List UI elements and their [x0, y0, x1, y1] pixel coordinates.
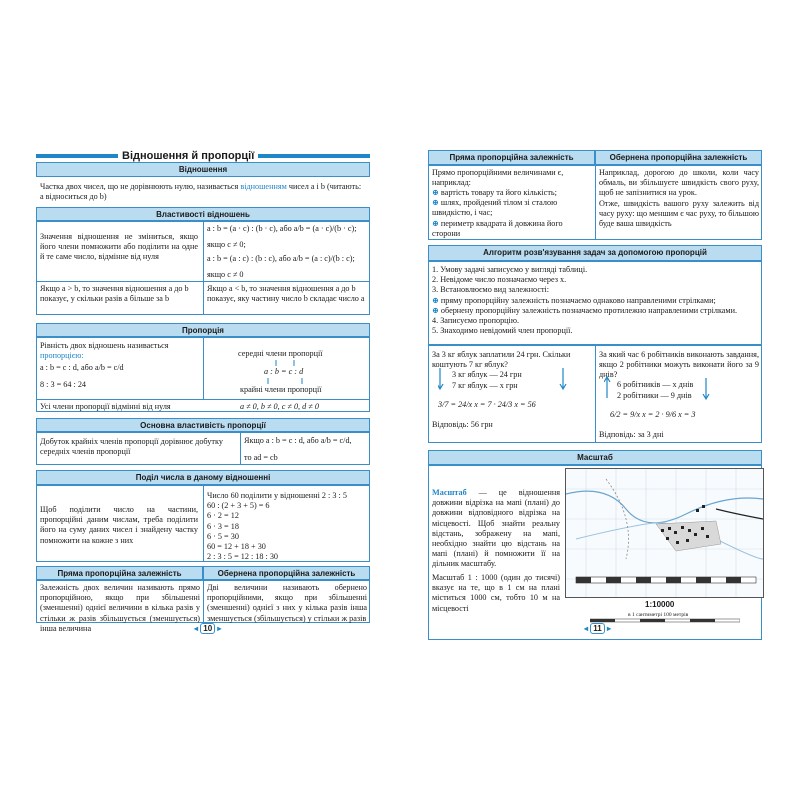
division-line: 6 · 3 = 18	[207, 521, 239, 531]
division-line: 60 = 12 + 18 + 30	[207, 542, 266, 552]
division-lines	[207, 491, 367, 562]
main-prop-header: Основна властивість пропорції	[36, 418, 370, 432]
page-number-box: 10	[200, 623, 215, 634]
task1-equation: 3/7 = 24/x x = 7 · 24/3 x = 56	[438, 400, 536, 409]
direct-intro: Прямо пропорційними величинами є, наприклад:	[432, 168, 564, 188]
task2-text: За який час 6 робітників виконають завдання, якщо 2 робітники можуть виконати його за 9 днів?	[599, 350, 759, 380]
prop2-left: Якщо a > b, то значення відношення a до b показує, у скільки разів a більше за b	[40, 284, 189, 304]
page-number-box: 11	[590, 623, 604, 634]
props-header: Властивості відношень	[36, 207, 370, 221]
ratio-definition: Частка двох чисел, що не дорівнюють нулю, називається відношенням чисел a і b (читають: a відноситься до b)	[40, 182, 362, 202]
map-scale-sub: в 1 сантиметрі 100 метрів	[628, 612, 689, 618]
division-line: 60 : (2 + 3 + 5) = 6	[207, 501, 270, 511]
direct-header-left: Пряма пропорційна залежність	[36, 566, 203, 580]
proportion-header: Пропорція	[36, 323, 370, 337]
algorithm-steps	[432, 265, 758, 336]
direct-items	[432, 188, 590, 239]
division-line: 2 : 3 : 5 = 12 : 18 : 30	[207, 552, 279, 562]
page-title: Відношення й пропорції	[118, 150, 258, 162]
prop1-text: Значення відношення не зміниться, якщо його члени помножити або поділити на одне й те саме число, відмінне від нуля	[40, 232, 198, 262]
map-scale-label: 1:10000	[645, 600, 675, 609]
inverse-header-right: Обернена пропорційна залежність	[595, 150, 762, 165]
task2-equation: 6/2 = 9/x x = 2 · 9/6 x = 3	[610, 410, 696, 419]
algo-bullet: ⊕ обернену пропорційну залежність позначаємо протилежно направленими стрілками.	[432, 305, 738, 315]
division-line: 6 · 5 = 30	[207, 531, 239, 541]
algo-bullet: ⊕ пряму пропорційну залежність позначаємо однаково направленими стрілками;	[432, 295, 716, 305]
algo-step: 1. Умову задачі записуємо у вигляді таблиці.	[432, 265, 588, 274]
prev-arrow-icon[interactable]: ◂	[584, 624, 589, 633]
direct-header-right: Пряма пропорційна залежність	[428, 150, 595, 165]
map-drawing	[566, 469, 763, 597]
division-line: Число 60 поділити у відношенні 2 : 3 : 5	[207, 491, 347, 500]
next-arrow-icon[interactable]: ▸	[217, 624, 222, 633]
direct-item: ⊕ шлях, пройдений тілом зі сталою швидкістю, і час;	[432, 198, 558, 218]
next-arrow-icon[interactable]: ▸	[606, 624, 611, 633]
nonzero-text: Усі члени пропорції відмінні від нуля	[40, 402, 171, 411]
division-line: 6 · 2 = 12	[207, 511, 239, 521]
task2-answer: Відповідь: за 3 дні	[599, 430, 664, 439]
main-prop-eq-1: Якщо a : b = c : d, або a/b = c/d,	[244, 436, 352, 445]
algo-step: 3. Встановлюємо вид залежності:	[432, 285, 550, 295]
task1-text: За 3 кг яблук заплатили 24 грн. Скільки коштують 7 кг яблук?	[432, 350, 571, 370]
direct-text: Залежність двох величин називають прямо пропорційною, якщо при збільшенні (зменшенні) однієї величини в кілька разів у стільки ж разів збільшується (зменшується) інша величина	[40, 583, 200, 633]
prop1-formula-2: a : b = (a : c) : (b : c), або a/b = (a : c)/(b : c);	[207, 254, 355, 263]
proportion-eq: a : b = c : d, або a/b = c/d	[40, 363, 124, 372]
map-scalebar	[590, 618, 740, 624]
proportion-middle-eq: a : b = c : d	[264, 367, 304, 376]
prev-arrow-icon[interactable]: ◂	[194, 624, 199, 633]
scale-map	[565, 468, 764, 598]
prop2-right: Якщо a < b, то значення відношення a до b показує, яку частину число b складає число a	[207, 284, 365, 304]
outer-terms-label: крайні члени пропорції	[240, 385, 322, 394]
direct-item: ⊕ вартість товару та його кількість;	[432, 188, 557, 197]
scale-header: Масштаб	[428, 450, 762, 465]
middle-terms-label: середні члени пропорції	[238, 349, 323, 358]
direct-item: ⊕ периметр квадрата й довжина його сторони	[432, 218, 563, 238]
inverse-header-left: Обернена пропорційна залежність	[203, 566, 370, 580]
prop1-cond: якщо c ≠ 0;	[207, 240, 246, 249]
algo-step: 5. Знаходимо невідомий член пропорції.	[432, 326, 573, 336]
task1-row2: 7 кг яблук — x грн	[452, 381, 518, 390]
scale-definition: Масштаб — це відношення довжини відрізка на мапі (плані) до довжини відповідного відрізка на місцевості. Щоб знайти реальну відстань, зображену на мапі, необхідно знайти цю відстань на мапі (плані) й помножити її на дільник масштабу.	[432, 488, 560, 569]
page-number-left	[194, 623, 221, 634]
division-header: Поділ числа в даному відношенні	[36, 470, 370, 485]
scale-example: Масштаб 1 : 1000 (один до тисячі) вказує на те, що в 1 см на плані міститься 1000 см, тобто 10 м на місцевості	[432, 573, 560, 613]
proportion-def: Рівність двох відношень називається пропорцією:	[40, 341, 169, 361]
inverse-example-2: Отже, швидкість вашого руху залежить від часу руху: що меншим є час руху, то більшою буде ваша швидкість	[599, 199, 759, 229]
task2-row2: 2 робітники — 9 днів	[617, 391, 692, 400]
ratio-header: Відношення	[36, 162, 370, 177]
task2-row1: 6 робітників — x днів	[617, 380, 694, 389]
prop1-formula-1: a : b = (a · c) : (b · c), або a/b = (a · c)/(b · c);	[207, 224, 357, 233]
algorithm-header: Алгоритм розв'язування задач за допомогою пропорцій	[428, 245, 762, 261]
direct-arrows	[438, 366, 588, 392]
proportion-example: 8 : 3 = 64 : 24	[40, 380, 87, 389]
division-text: Щоб поділити число на частини, пропорційні даним числам, треба поділити його на суму даних чисел і знайдену частку помножити на кожне з них	[40, 505, 198, 545]
middle-terms-arrows	[262, 358, 312, 388]
prop1-cond2: якщо c ≠ 0	[207, 270, 244, 279]
page-number-right	[584, 623, 611, 634]
task1-answer: Відповідь: 56 грн	[432, 420, 493, 429]
main-prop-text: Добуток крайніх членів пропорції дорівнює добутку середніх членів пропорції	[40, 437, 223, 457]
main-prop-eq-2: то ad = cb	[244, 453, 278, 462]
task1-row1: 3 кг яблук — 24 грн	[452, 370, 522, 379]
inverse-arrows	[604, 376, 714, 402]
algo-step: 2. Невідоме число позначаємо через x.	[432, 275, 567, 285]
inverse-example-1: Наприклад, дорогою до школи, коли часу обмаль, ви збільшуєте швидкість свого руху, щоб не запізнитися на урок.	[599, 168, 759, 198]
algo-step: 4. Записуємо пропорцію.	[432, 316, 519, 326]
nonzero-cond: a ≠ 0, b ≠ 0, c ≠ 0, d ≠ 0	[240, 402, 319, 411]
inverse-text: Дві величини називають обернено пропорційними, якщо при збільшенні (зменшенні) однієї з них у кілька разів інша зменшується (збільшується) у стільки ж разів	[207, 583, 367, 623]
